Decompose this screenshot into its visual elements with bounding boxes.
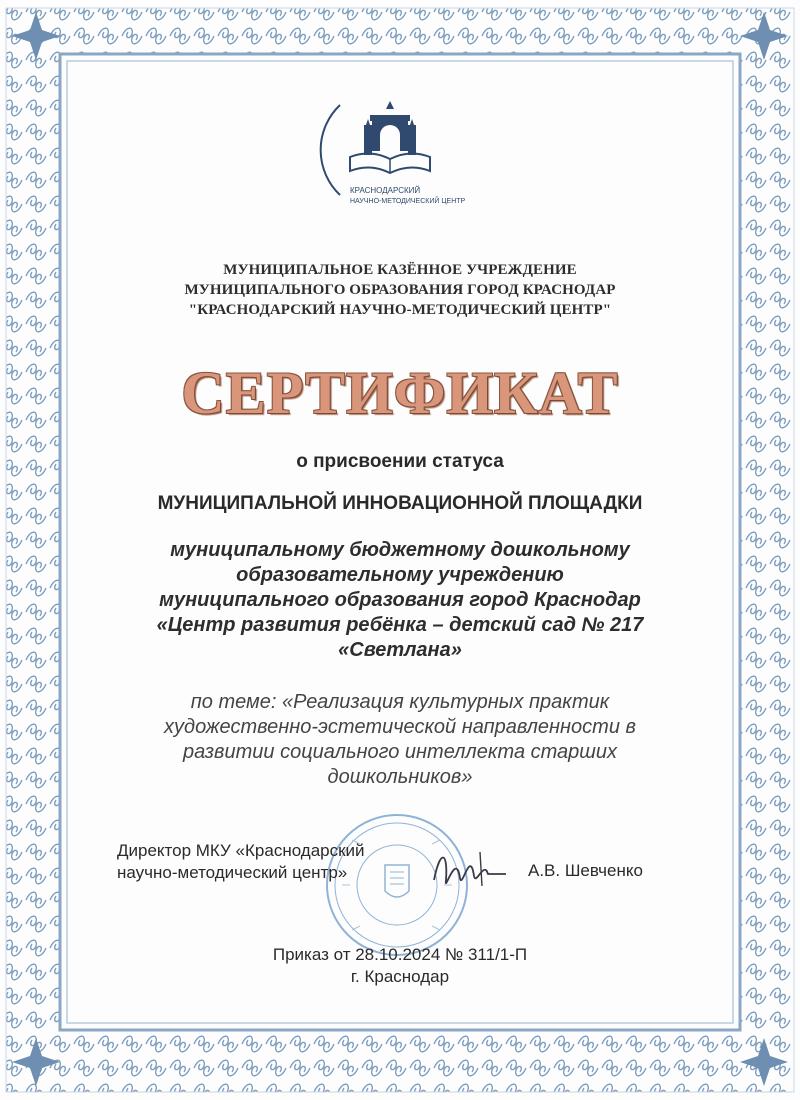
institution-logo <box>310 95 470 215</box>
topic-line-1: по теме: «Реализация культурных практик <box>190 691 610 713</box>
platform-line: МУНИЦИПАЛЬНОЙ ИННОВАЦИОННОЙ ПЛОЩАДКИ <box>157 493 643 514</box>
certificate-title: СЕРТИФИКАТ <box>181 360 619 426</box>
logo-line-1: КРАСНОДАРСКИЙ <box>350 186 421 195</box>
organization-line-1: МУНИЦИПАЛЬНОЕ КАЗЁННОЕ УЧРЕЖДЕНИЕ <box>223 262 577 278</box>
topic-line-4: дошкольников» <box>327 766 473 788</box>
recipient-line-1: муниципальному бюджетному дошкольному <box>170 539 630 561</box>
organization-line-3: "КРАСНОДАРСКИЙ НАУЧНО-МЕТОДИЧЕСКИЙ ЦЕНТР" <box>188 302 612 318</box>
recipient-line-3: муниципального образования город Краснодар <box>159 589 641 611</box>
handwritten-signature <box>430 840 510 900</box>
signatory-position-line-1: Директор МКУ «Краснодарский <box>117 841 365 860</box>
recipient-line-4: «Центр развития ребёнка – детский сад № 217 <box>156 614 644 636</box>
order-reference: Приказ от 28.10.2024 № 311/1-П <box>272 945 528 964</box>
recipient-line-2: образовательному учреждению <box>236 564 564 586</box>
signatory-name: А.В. Шевченко <box>528 861 643 880</box>
status-line: о присвоении статуса <box>296 451 504 472</box>
topic-line-3: развитии социального интеллекта старших <box>182 741 618 763</box>
topic-line-2: художественно-эстетической направленности в <box>164 716 636 738</box>
recipient-line-5: «Светлана» <box>338 639 462 661</box>
city: г. Краснодар <box>350 967 450 986</box>
signatory-position-line-2: научно-методический центр» <box>117 863 348 882</box>
organization-line-2: МУНИЦИПАЛЬНОГО ОБРАЗОВАНИЯ ГОРОД КРАСНОДАР <box>184 282 616 298</box>
logo-line-2: НАУЧНО-МЕТОДИЧЕСКИЙ ЦЕНТР <box>350 198 466 205</box>
